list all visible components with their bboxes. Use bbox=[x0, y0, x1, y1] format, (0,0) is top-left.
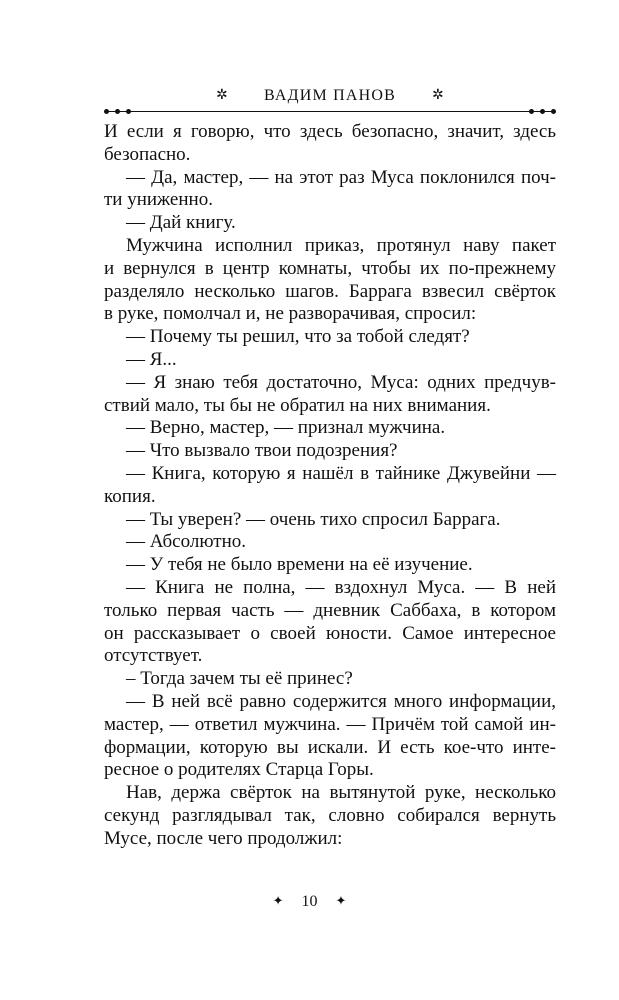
text-line: Мужчина исполнил приказ, протянул наву пакет bbox=[126, 234, 556, 256]
rule-dot-icon bbox=[529, 109, 534, 114]
text-line: — Книга не полна, — вздохнул Муса. — В ней bbox=[126, 576, 556, 598]
text-line: — Верно, мастер, — признал мужчина. bbox=[126, 417, 446, 439]
star-ornament-icon: ✲ bbox=[216, 88, 228, 103]
text-line: формации, которую вы искали. И есть кое-что инте- bbox=[104, 736, 556, 758]
text-line: Мусе, после чего продолжил: bbox=[104, 827, 343, 849]
text-line: в руке, помолчал и, не разворачивая, спросил: bbox=[104, 303, 477, 325]
running-header-author: ВАДИМ ПАНОВ bbox=[263, 87, 396, 104]
header-rule-line bbox=[108, 111, 552, 112]
text-line: — Ты уверен? — очень тихо спросил Баррага. bbox=[126, 508, 501, 530]
body-text bbox=[104, 121, 556, 851]
text-line: и вернулся в центр комнаты, чтобы их по-прежнему bbox=[104, 257, 556, 279]
text-line: разделяло несколько шагов. Баррага взвесил свёрток bbox=[104, 280, 556, 302]
header-rule bbox=[104, 108, 556, 116]
rule-dot-icon bbox=[540, 109, 545, 114]
text-line: Нав, держа свёрток на вытянутой руке, несколько bbox=[126, 782, 556, 804]
text-line: — Почему ты решил, что за тобой следят? bbox=[126, 326, 470, 348]
text-line: — Что вызвало твои подозрения? bbox=[126, 440, 398, 462]
text-line: — У тебя не было времени на её изучение. bbox=[126, 554, 473, 576]
text-line: — Дай книгу. bbox=[126, 212, 236, 234]
text-line: — В ней всё равно содержится много информации, bbox=[126, 690, 556, 712]
text-line: – Тогда зачем ты её принес? bbox=[126, 668, 353, 690]
page-number: 10 bbox=[301, 893, 318, 910]
text-line: — Я знаю тебя достаточно, Муса: одних предчув- bbox=[126, 371, 556, 393]
text-line: И если я говорю, что здесь безопасно, значит, здесь bbox=[104, 121, 556, 142]
diamond-ornament-icon: ✦ bbox=[272, 893, 284, 908]
star-ornament-icon: ✲ bbox=[432, 88, 444, 103]
text-line: ти униженно. bbox=[104, 189, 213, 211]
rule-dot-icon bbox=[115, 109, 120, 114]
text-line: — Да, мастер, — на этот раз Муса поклонился поч- bbox=[126, 166, 556, 188]
text-line: мастер, — ответил мужчина. — Причём той самой ин- bbox=[104, 713, 556, 735]
text-line: — Книга, которую я нашёл в тайнике Джувейни — bbox=[126, 462, 556, 484]
text-line: безопасно. bbox=[104, 143, 191, 165]
text-line: ствий мало, ты бы не обратил на них внимания. bbox=[104, 394, 491, 416]
text-line: — Абсолютно. bbox=[126, 531, 247, 553]
rule-dot-icon bbox=[104, 109, 109, 114]
rule-dot-icon bbox=[551, 109, 556, 114]
text-line: ресное о родителях Старца Горы. bbox=[104, 759, 374, 781]
text-line: отсутствует. bbox=[104, 645, 203, 667]
text-line: — Я... bbox=[126, 348, 177, 370]
text-line: только первая часть — дневник Саббаха, в котором bbox=[104, 599, 556, 621]
page-footer bbox=[0, 893, 619, 911]
text-line: он рассказывает о своей юности. Самое интересное bbox=[104, 622, 556, 644]
diamond-ornament-icon: ✦ bbox=[335, 893, 347, 908]
rule-dot-icon bbox=[126, 109, 131, 114]
text-line: копия. bbox=[104, 485, 156, 507]
text-line: секунд разглядывал так, словно собирался вернуть bbox=[104, 804, 556, 826]
